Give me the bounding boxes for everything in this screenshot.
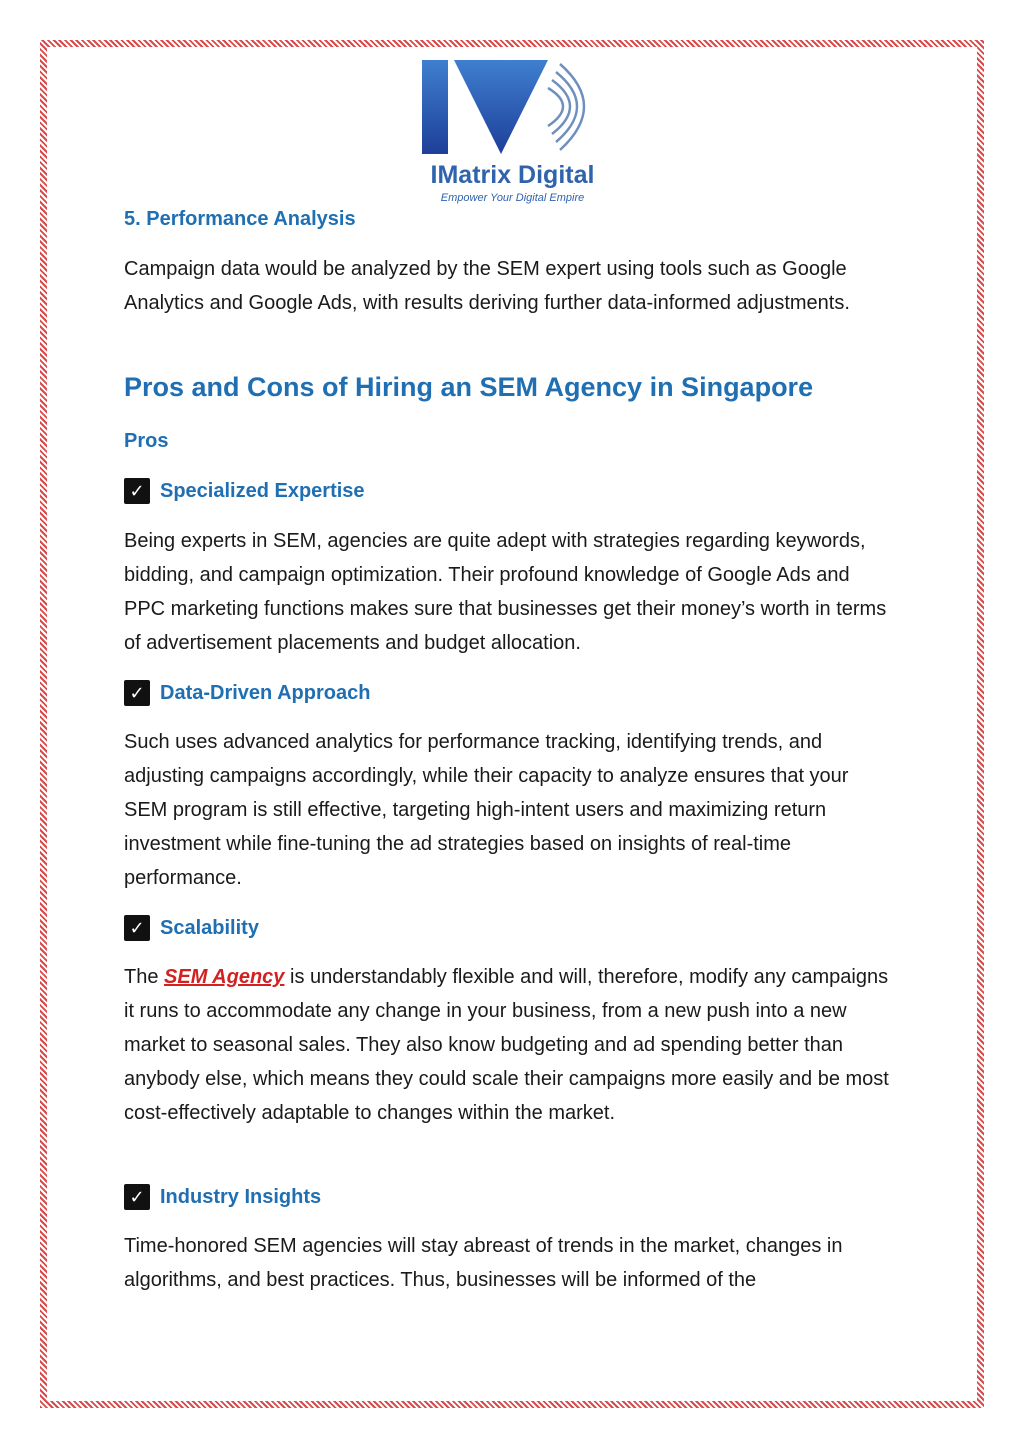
performance-paragraph: Campaign data would be analyzed by the SEM expert using tools such as Google Analytics and Google Ads, with results deriving further data-informed adjustments. bbox=[124, 258, 850, 314]
text-segment: The bbox=[124, 966, 165, 988]
checkbox-checked-icon: ✓ bbox=[124, 478, 150, 504]
logo-tagline: Empower Your Digital Empire bbox=[440, 192, 585, 204]
sem-agency-link[interactable]: SEM Agency bbox=[164, 966, 285, 988]
item-paragraph: Being experts in SEM, agencies are quite adept with strategies regarding keywords, bidding, and campaign optimization. Their profound knowledge of Google Ads and PPC marketing functions makes sure that businesses get their money’s worth in terms of advertisement placements and budget allocation. bbox=[124, 530, 887, 654]
pros-cons-title: Pros and Cons of Hiring an SEM Agency in Singapore bbox=[124, 372, 814, 402]
checkbox-checked-icon: ✓ bbox=[124, 915, 150, 941]
company-logo bbox=[420, 58, 605, 208]
item-title: Specialized Expertise bbox=[160, 479, 365, 502]
item-paragraph: Such uses advanced analytics for performance tracking, identifying trends, and adjusting campaigns accordingly, while their capacity to analyze ensures that your SEM program is still effective, targeting high-intent users and maximizing return investment while fine-tuning the ad strategies based on insights of real-time performance. bbox=[124, 731, 849, 889]
logo-title: IMatrix Digital bbox=[430, 161, 595, 189]
section-heading-performance: 5. Performance Analysis bbox=[124, 208, 356, 230]
checkbox-checked-icon: ✓ bbox=[124, 1184, 150, 1210]
item-paragraph bbox=[124, 960, 894, 1130]
checkbox-checked-icon: ✓ bbox=[124, 680, 150, 706]
item-heading-expertise bbox=[124, 478, 365, 504]
text-segment: is understandably flexible and will, therefore, modify any campaigns it runs to accommodate any change in your business, from a new push into a new market to seasonal sales. They also know budgeting and ad spending better than anybody else, which means they could scale their campaigns more easily and be most cost-effectively adaptable to changes within the market. bbox=[124, 966, 889, 1124]
item-title: Scalability bbox=[160, 916, 259, 939]
item-paragraph: Time-honored SEM agencies will stay abreast of trends in the market, changes in algorithms, and best practices. Thus, businesses will be informed of the bbox=[124, 1235, 843, 1291]
item-title: Data-Driven Approach bbox=[160, 681, 371, 704]
pros-label: Pros bbox=[124, 430, 169, 452]
item-heading-scalability bbox=[124, 915, 259, 941]
logo-mark-icon bbox=[420, 58, 605, 158]
item-title: Industry Insights bbox=[160, 1185, 322, 1208]
item-heading-data-driven bbox=[124, 680, 370, 706]
item-heading-industry-insights bbox=[124, 1184, 321, 1210]
